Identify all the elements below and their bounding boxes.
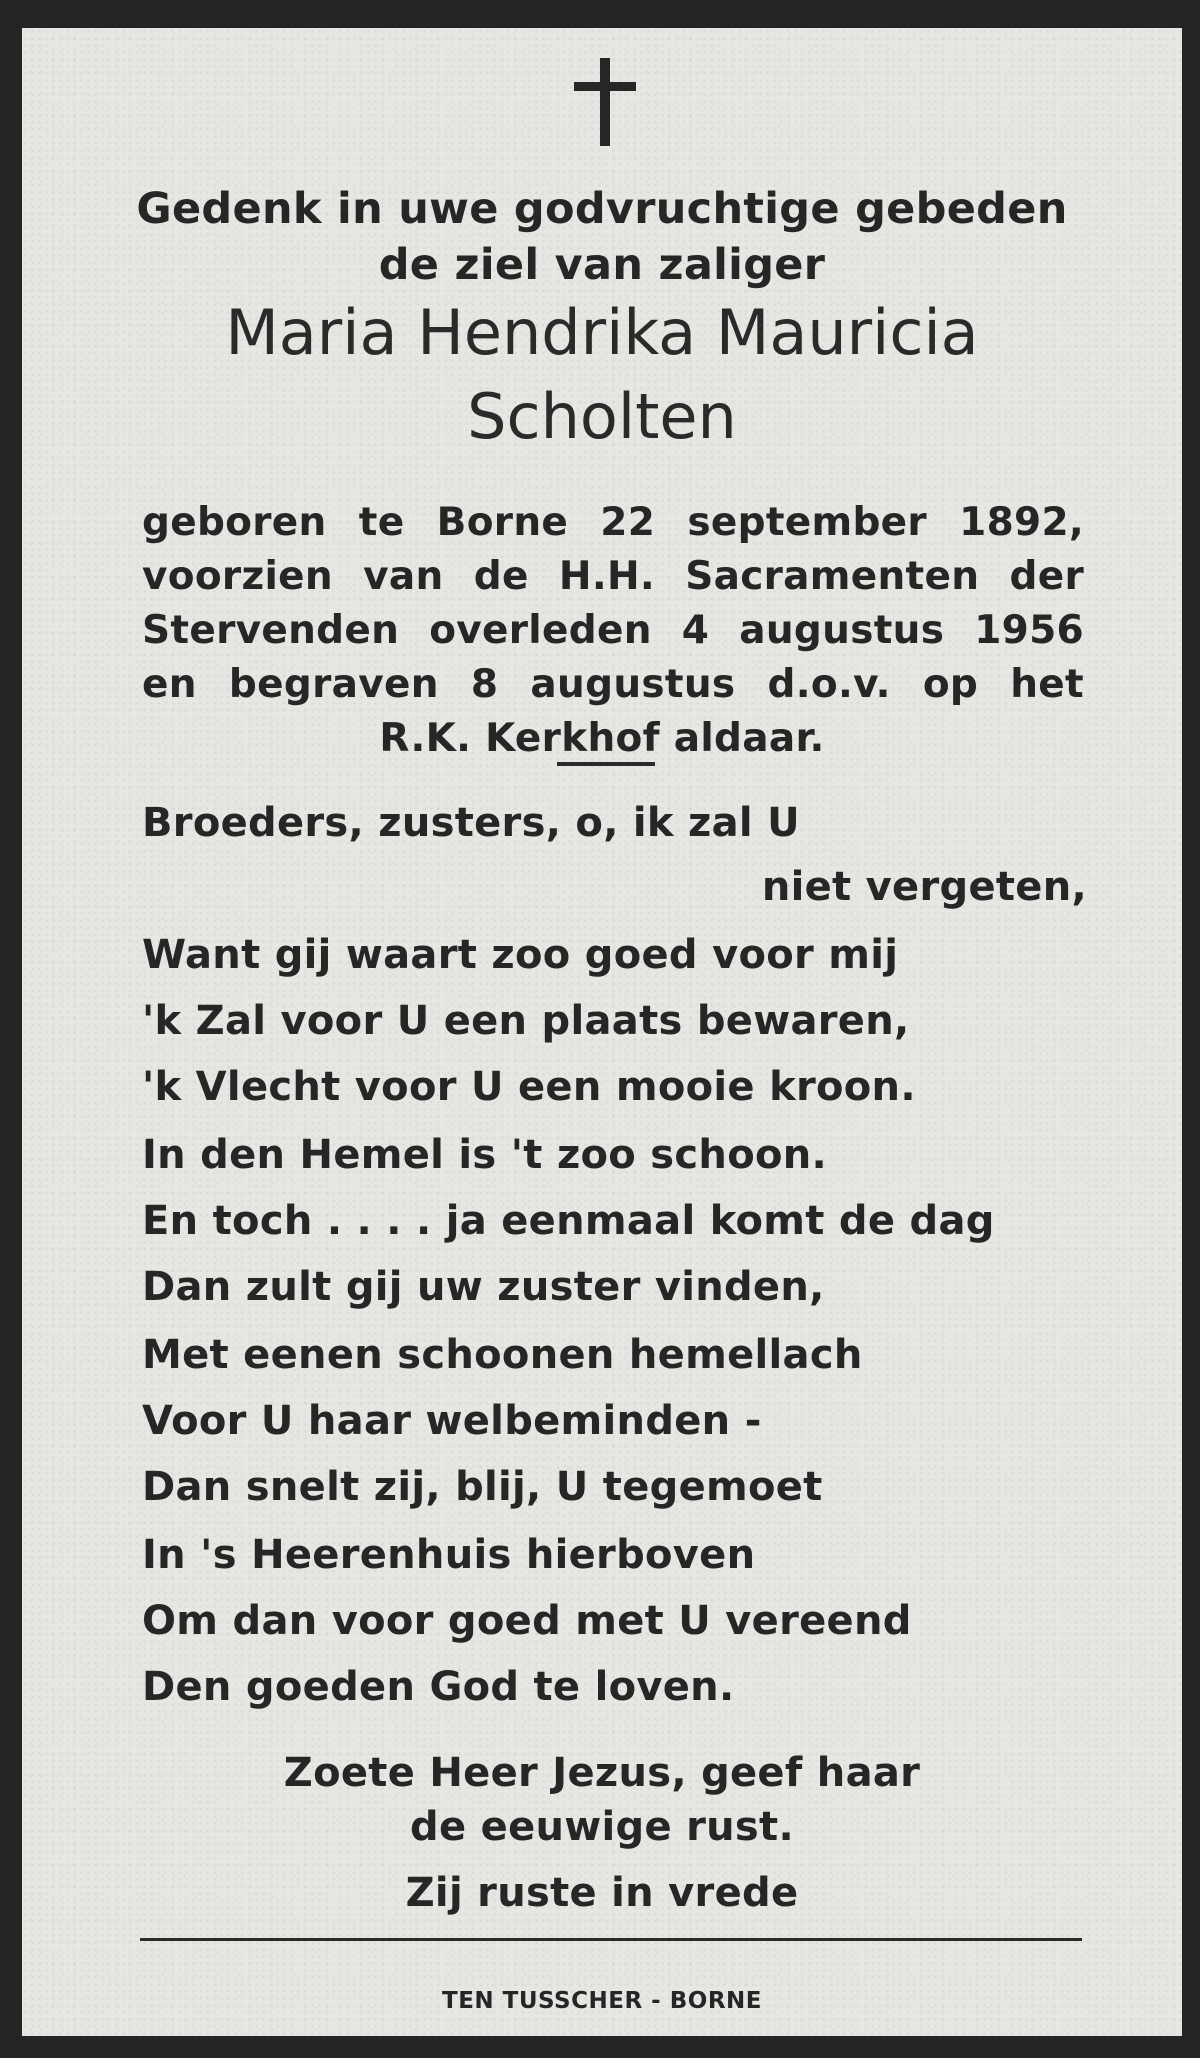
detail-line-4: en begraven 8 augustus d.o.v. op het <box>142 662 1084 707</box>
poem-line-2: niet vergeten, <box>761 864 1087 910</box>
detail-line-1: geboren te Borne 22 september 1892, <box>142 500 1084 545</box>
poem-line-11: Dan snelt zij, blij, U tegemoet <box>142 1464 823 1510</box>
section-divider <box>557 762 655 766</box>
poem-line-9: Met eenen schoonen hemellach <box>142 1332 863 1378</box>
detail-line-5: R.K. Kerkhof aldaar. <box>379 716 825 761</box>
poem-line-8: Dan zult gij uw zuster vinden, <box>142 1264 825 1310</box>
poem-line-3: Want gij waart zoo goed voor mij <box>142 932 899 978</box>
poem-line-13: Om dan voor goed met U vereend <box>142 1598 912 1644</box>
poem-line-14: Den goeden God te loven. <box>142 1664 735 1710</box>
deceased-surname: Scholten <box>467 380 737 453</box>
poem-line-10: Voor U haar welbeminden - <box>142 1398 762 1444</box>
intro-line-2: de ziel van zaliger <box>378 240 826 290</box>
cross-icon <box>574 58 636 146</box>
closing-line-1: Zoete Heer Jezus, geef haar <box>283 1750 921 1796</box>
intro-line-1: Gedenk in uwe godvruchtige gebeden <box>136 184 1068 234</box>
poem-line-4: 'k Zal voor U een plaats bewaren, <box>142 998 910 1044</box>
poem-line-5: 'k Vlecht voor U een mooie kroon. <box>142 1064 916 1110</box>
detail-line-3: Stervenden overleden 4 augustus 1956 <box>142 608 1084 653</box>
poem-line-7: En toch . . . . ja eenmaal komt de dag <box>142 1198 995 1244</box>
closing-line-2: de eeuwige rust. <box>410 1804 794 1850</box>
poem-line-12: In 's Heerenhuis hierboven <box>142 1532 756 1578</box>
deceased-given-names: Maria Hendrika Mauricia <box>225 296 979 369</box>
footer-rule <box>140 1938 1082 1941</box>
closing-line-3: Zij ruste in vrede <box>405 1870 799 1916</box>
memorial-card <box>22 28 1182 2036</box>
poem-line-6: In den Hemel is 't zoo schoon. <box>142 1132 828 1178</box>
detail-line-2: voorzien van de H.H. Sacramenten der <box>142 554 1084 599</box>
poem-line-1: Broeders, zusters, o, ik zal U <box>142 800 800 846</box>
printer-imprint: TEN TUSSCHER - BORNE <box>442 1988 762 2014</box>
